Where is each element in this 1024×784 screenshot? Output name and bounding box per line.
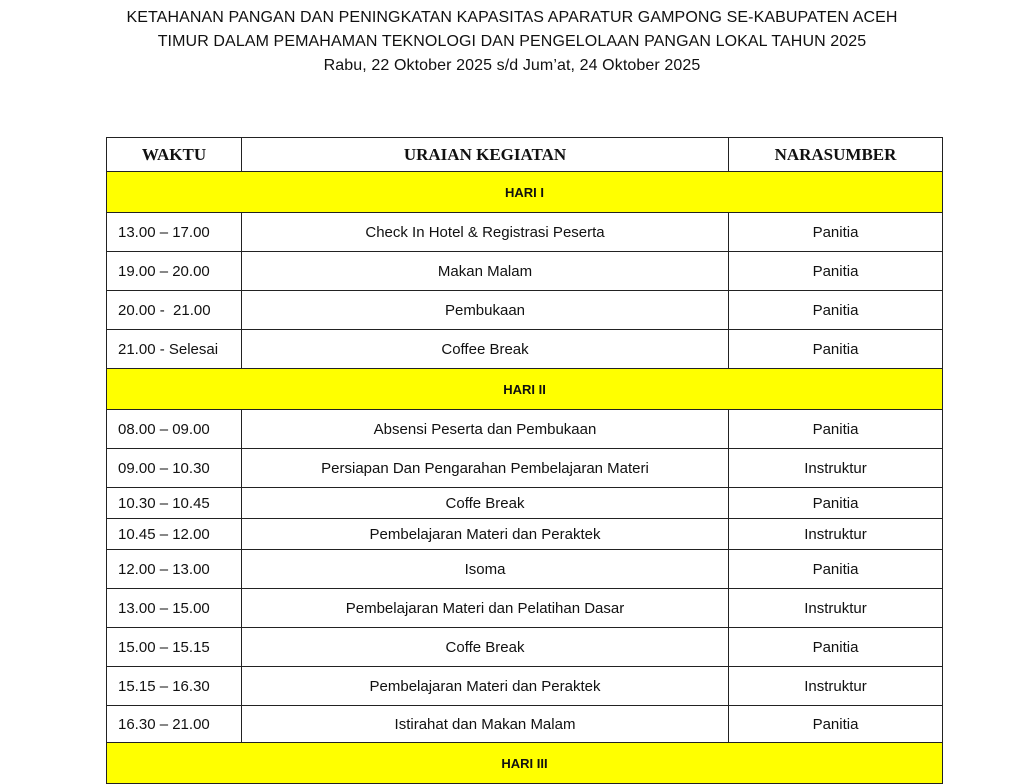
speaker-cell: Panitia <box>729 252 943 291</box>
day-header-row <box>107 743 943 784</box>
table-row <box>107 628 943 667</box>
speaker-cell: Panitia <box>729 330 943 369</box>
activity-cell: Absensi Peserta dan Pembukaan <box>242 410 729 449</box>
document-header <box>0 0 1024 78</box>
column-header-waktu: WAKTU <box>107 138 242 172</box>
time-cell: 19.00 – 20.00 <box>107 252 242 291</box>
title-line-2: TIMUR DALAM PEMAHAMAN TEKNOLOGI DAN PENGELOLAAN PANGAN LOKAL TAHUN 2025 <box>157 33 867 50</box>
activity-cell: Pembelajaran Materi dan Pelatihan Dasar <box>242 589 729 628</box>
table-row <box>107 252 943 291</box>
column-header-uraian-kegiatan: URAIAN KEGIATAN <box>242 138 729 172</box>
day-label: HARI III <box>107 743 943 784</box>
time-cell: 13.00 – 17.00 <box>107 213 242 252</box>
table-row <box>107 410 943 449</box>
activity-cell: Coffee Break <box>242 330 729 369</box>
time-cell: 08.00 – 09.00 <box>107 410 242 449</box>
table-row <box>107 706 943 743</box>
time-cell: 15.00 – 15.15 <box>107 628 242 667</box>
speaker-cell: Panitia <box>729 550 943 589</box>
speaker-cell: Instruktur <box>729 667 943 706</box>
speaker-cell: Instruktur <box>729 519 943 550</box>
time-cell: 21.00 - Selesai <box>107 330 242 369</box>
column-header-narasumber: NARASUMBER <box>729 138 943 172</box>
time-cell: 20.00 - 21.00 <box>107 291 242 330</box>
activity-cell: Makan Malam <box>242 252 729 291</box>
speaker-cell: Panitia <box>729 213 943 252</box>
time-cell: 16.30 – 21.00 <box>107 706 242 743</box>
time-cell: 13.00 – 15.00 <box>107 589 242 628</box>
table-row <box>107 589 943 628</box>
activity-cell: Check In Hotel & Registrasi Peserta <box>242 213 729 252</box>
speaker-cell: Panitia <box>729 291 943 330</box>
table-row <box>107 667 943 706</box>
table-row <box>107 488 943 519</box>
activity-cell: Coffe Break <box>242 628 729 667</box>
table-row <box>107 330 943 369</box>
schedule-table <box>106 137 943 784</box>
day-header-row <box>107 172 943 213</box>
activity-cell: Pembelajaran Materi dan Peraktek <box>242 667 729 706</box>
table-header-row <box>107 138 943 172</box>
speaker-cell: Panitia <box>729 706 943 743</box>
speaker-cell: Panitia <box>729 488 943 519</box>
table-row <box>107 550 943 589</box>
activity-cell: Isoma <box>242 550 729 589</box>
speaker-cell: Instruktur <box>729 589 943 628</box>
speaker-cell: Instruktur <box>729 449 943 488</box>
day-label: HARI II <box>107 369 943 410</box>
day-header-row <box>107 369 943 410</box>
table-row <box>107 519 943 550</box>
time-cell: 10.45 – 12.00 <box>107 519 242 550</box>
time-cell: 10.30 – 10.45 <box>107 488 242 519</box>
speaker-cell: Panitia <box>729 628 943 667</box>
activity-cell: Pembukaan <box>242 291 729 330</box>
table-row <box>107 449 943 488</box>
activity-cell: Istirahat dan Makan Malam <box>242 706 729 743</box>
time-cell: 15.15 – 16.30 <box>107 667 242 706</box>
time-cell: 12.00 – 13.00 <box>107 550 242 589</box>
activity-cell: Coffe Break <box>242 488 729 519</box>
table-row <box>107 213 943 252</box>
time-cell: 09.00 – 10.30 <box>107 449 242 488</box>
date-range: Rabu, 22 Oktober 2025 s/d Jum’at, 24 Oktober 2025 <box>323 57 701 74</box>
title-line-1: KETAHANAN PANGAN DAN PENINGKATAN KAPASITAS APARATUR GAMPONG SE-KABUPATEN ACEH <box>126 9 898 26</box>
day-label: HARI I <box>107 172 943 213</box>
activity-cell: Pembelajaran Materi dan Peraktek <box>242 519 729 550</box>
speaker-cell: Panitia <box>729 410 943 449</box>
activity-cell: Persiapan Dan Pengarahan Pembelajaran Materi <box>242 449 729 488</box>
table-row <box>107 291 943 330</box>
